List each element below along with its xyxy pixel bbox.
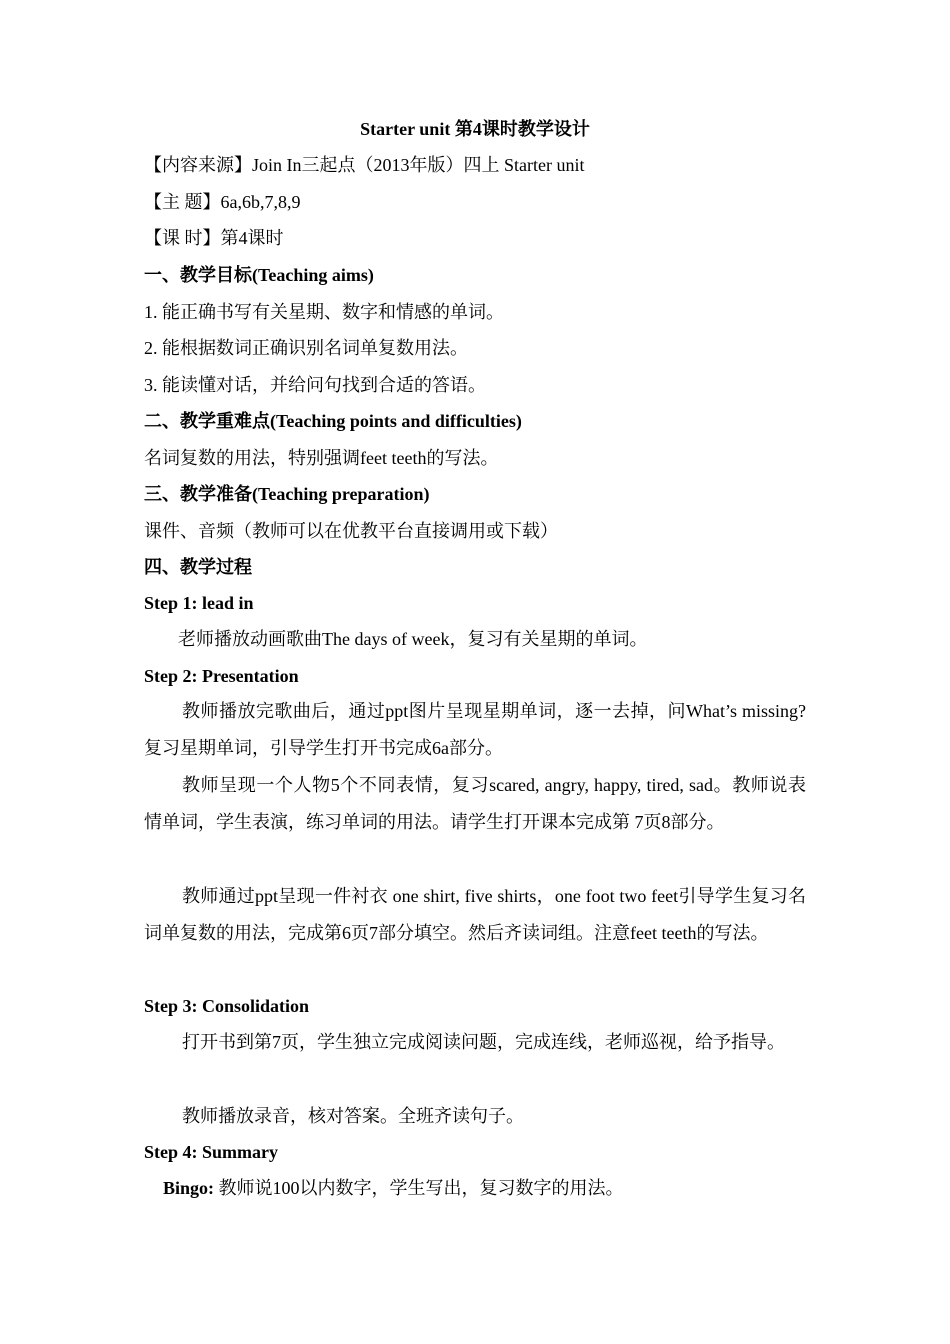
aim-item-2: 2. 能根据数词正确识别名词单复数用法。 bbox=[144, 338, 468, 358]
step3-paragraph-2: 教师播放录音，核对答案。全班齐读句子。 bbox=[182, 1106, 524, 1126]
aims-heading: 一、教学目标(Teaching aims) bbox=[144, 265, 374, 285]
meta-source: 【内容来源】Join In三起点（2013年版）四上 Starter unit bbox=[144, 155, 585, 175]
step2-paragraph-3: 教师通过ppt呈现一件衬衣 one shirt, five shirts，one foot two feet引导学生复习名词单复数的用法，完成第6页7部分填空。然后齐读词组。注意feet teeth的写法。 bbox=[144, 886, 806, 943]
step2-paragraph-1: 教师播放完歌曲后，通过ppt图片呈现星期单词，逐一去掉，问What’s missing? 复习星期单词，引导学生打开书完成6a部分。 bbox=[144, 701, 806, 758]
process-heading: 四、教学过程 bbox=[144, 557, 252, 577]
bingo-label: Bingo: bbox=[163, 1178, 215, 1198]
points-heading: 二、教学重难点(Teaching points and difficulties) bbox=[144, 411, 522, 431]
aim-item-3: 3. 能读懂对话，并给问句找到合适的答语。 bbox=[144, 375, 486, 395]
step1-text: 老师播放动画歌曲The days of week，复习有关星期的单词。 bbox=[178, 629, 648, 649]
step4-text-line bbox=[163, 1170, 827, 1207]
step1-heading: Step 1: lead in bbox=[144, 593, 254, 613]
step2-paragraph-2: 教师呈现一个人物5个不同表情，复习scared, angry, happy, tired, sad。教师说表情单词，学生表演，练习单词的用法。请学生打开课本完成第 7页8部分。 bbox=[144, 775, 806, 832]
bingo-text: 教师说100以内数字，学生写出，复习数字的用法。 bbox=[214, 1178, 624, 1198]
step4-heading: Step 4: Summary bbox=[144, 1142, 278, 1162]
aim-item-1: 1. 能正确书写有关星期、数字和情感的单词。 bbox=[144, 302, 504, 322]
step3-paragraph-1: 打开书到第7页，学生独立完成阅读问题，完成连线，老师巡视，给予指导。 bbox=[182, 1032, 785, 1052]
document-title: Starter unit 第4课时教学设计 bbox=[360, 119, 590, 139]
meta-topic: 【主 题】6a,6b,7,8,9 bbox=[144, 192, 301, 212]
step2-heading: Step 2: Presentation bbox=[144, 666, 299, 686]
preparation-heading: 三、教学准备(Teaching preparation) bbox=[144, 484, 430, 504]
step3-heading: Step 3: Consolidation bbox=[144, 996, 310, 1016]
meta-period: 【课 时】第4课时 bbox=[144, 228, 284, 248]
points-text: 名词复数的用法，特别强调feet teeth的写法。 bbox=[144, 448, 499, 468]
preparation-text: 课件、音频（教师可以在优教平台直接调用或下载） bbox=[144, 521, 558, 541]
